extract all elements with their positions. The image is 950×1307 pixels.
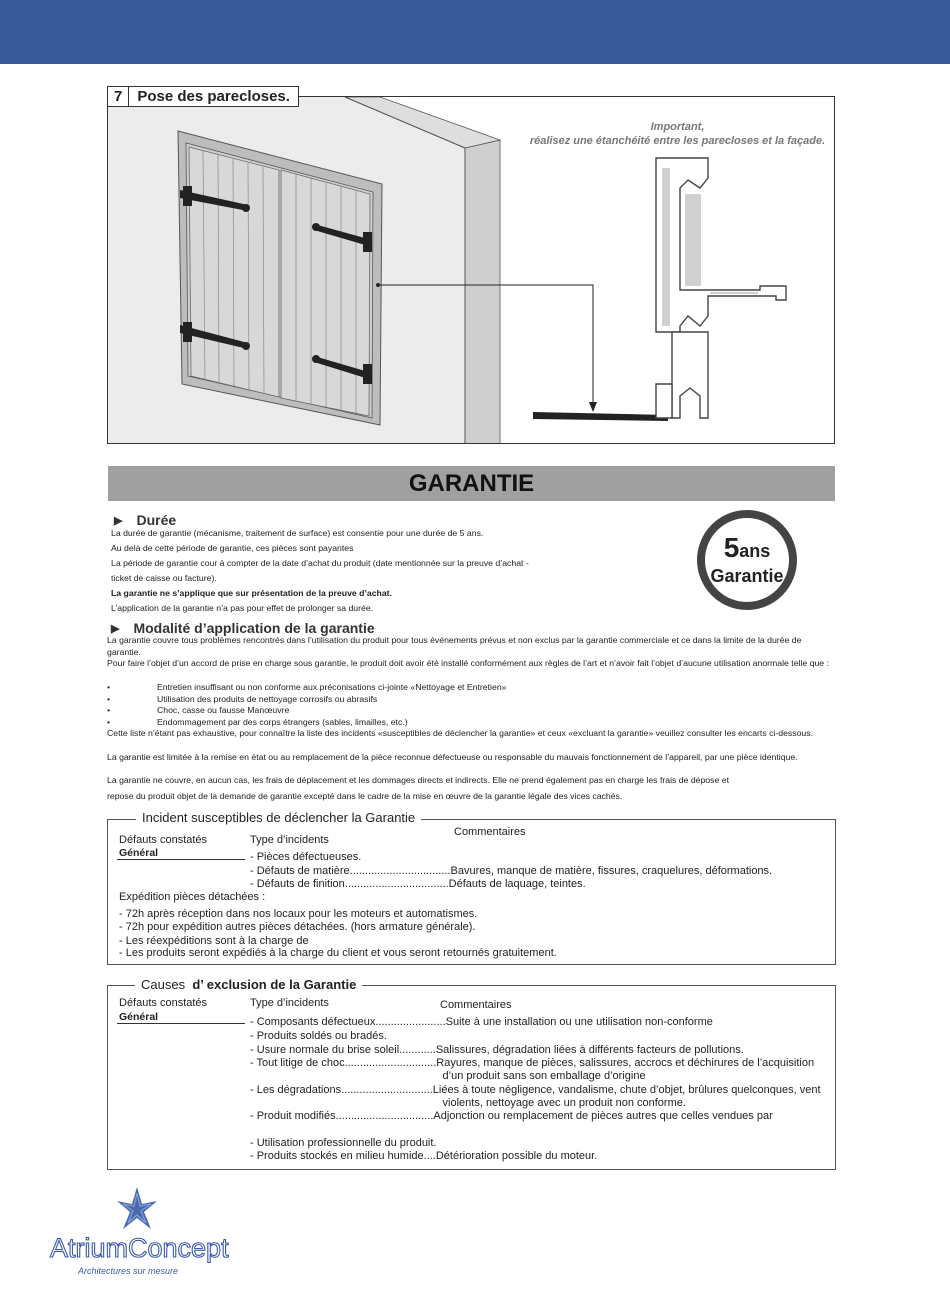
- general-underline: [117, 859, 245, 860]
- table-row: - Produit modifiés................................Adjonction ou remplacement de pièces autres que celles vendues par: [250, 1110, 773, 1122]
- section-title: Pose des parecloses.: [137, 88, 290, 105]
- table-row: - 72h après réception dans nos locaux pour les moteurs et automatismes.: [119, 908, 478, 920]
- modalite-p3: Cette liste n’étant pas exhaustive, pour connaître la liste des incidents «susceptibles de déclencher la garantie» et ceux «excluant la garantie» veuillez consulter les encarts ci-dessous.: [107, 728, 814, 738]
- badge-number: 5: [723, 531, 740, 563]
- modalite-p5a: La garantie ne couvre, en aucun cas, les frais de déplacement et les dommages directs et indirects. Elle ne prend également pas en charge les frais de dépose et: [107, 775, 730, 785]
- duree-text: [111, 526, 591, 617]
- table-row: - Composants défectueux.......................Suite à une installation ou une utilisation non-conforme: [250, 1016, 713, 1028]
- table-row: - Pièces défectueuses.: [250, 851, 362, 863]
- triangle-bullet-icon: ▶: [114, 514, 123, 527]
- modalite-p5b: repose du produit objet de la demande de garantie excepté dans le cadre de la mise en œuvre de la garantie légale des vices cachés.: [107, 791, 623, 801]
- general-label: Général: [119, 847, 159, 859]
- note-line-1: Important,: [650, 121, 705, 133]
- list-item: • Entretien insuffisant ou non conforme aux préconisations ci-jointe «Nettoyage et Entretien»: [107, 682, 507, 692]
- duree-line: L’application de la garantie n’a pas pour effet de prolonger sa durée.: [111, 603, 374, 614]
- col-defauts: Défauts constatés: [119, 834, 208, 846]
- table-row: - Utilisation professionnelle du produit.: [250, 1137, 437, 1149]
- col-commentaires: Commentaires: [454, 826, 526, 838]
- table-row: - Les produits seront expédiés à la charge du client et vous seront retournés gratuitement.: [119, 947, 557, 959]
- table-row: - Usure normale du brise soleil............Salissures, dégradation liées à différents facteurs de pollutions.: [250, 1044, 744, 1056]
- table-row: - 72h pour expédition autres pièces détachées. (hors armature générale).: [119, 921, 476, 933]
- header-bar: [0, 0, 950, 64]
- table-row: violents, nettoyage avec un produit non conforme.: [250, 1097, 686, 1109]
- expedition-label: Expédition pièces détachées :: [119, 891, 266, 903]
- table-row: d’un produit sans son emballage d’origine: [250, 1070, 646, 1082]
- duree-line-bold: La garantie ne s’applique que sur présentation de la preuve d’achat.: [111, 588, 392, 599]
- col-commentaires: Commentaires: [440, 999, 512, 1011]
- section-number: 7: [108, 87, 129, 106]
- col-type: Type d’incidents: [250, 997, 329, 1009]
- table-row: - Défauts de matière.................................Bavures, manque de matière, fissures, craquelures, déformations.: [250, 865, 773, 877]
- modalite-p1: La garantie couvre tous problèmes rencontrés dans l’utilisation du produit pour tous événements prévus et non exclus par la garantie commerciale et ce dans la limite de la durée de garantie.: [107, 635, 802, 657]
- col-defauts: Défauts constatés: [119, 997, 208, 1009]
- incident-table-title: Incident susceptibles de déclencher la Garantie: [136, 810, 421, 825]
- list-item: • Endommagement par des corps étrangers (sables, limailles, etc.): [107, 716, 408, 727]
- duree-line: Au delà de cette période de garantie, ces pièces sont payantes: [111, 543, 354, 554]
- table-row: - Les dégradations..............................Liées à toute négligence, vandalisme, chute d’objet, brûlures quelconques, vent: [250, 1084, 821, 1096]
- table-row: - Produits soldés ou bradés.: [250, 1030, 387, 1042]
- modalite-heading: [111, 620, 375, 636]
- star-logo-icon: [45, 1185, 235, 1280]
- col-type: Type d’incidents: [250, 834, 329, 846]
- modalite-bullet-list: [107, 682, 807, 728]
- note-line-2: réalisez une étanchéité entre les parecloses et la façade.: [529, 135, 826, 147]
- logo-tagline: Architectures sur mesure: [78, 1266, 179, 1276]
- modalite-p4: La garantie est limitée à la remise en état ou au remplacement de la pièce reconnue défectueuse ou responsable du mauvais fonctionnement de l’appareil, par une pièce identique.: [107, 752, 798, 762]
- table-row: - Produits stockés en milieu humide....Détérioration possible du moteur.: [250, 1150, 598, 1162]
- table-row: - Défauts de finition..................................Défauts de laquage, teintes.: [250, 878, 586, 890]
- garantie-title: GARANTIE: [108, 466, 835, 501]
- duree-line: La durée de garantie (mécanisme, traitement de surface) est consentie pour une durée de 5 ans.: [111, 528, 484, 538]
- duree-heading-text: Durée: [136, 512, 177, 528]
- general-underline: [117, 1023, 245, 1024]
- table-row: - Tout litige de choc..............................Rayures, manque de pièces, salissures, accrocs et déchirures de l’acquisition: [250, 1057, 815, 1069]
- important-note: [500, 120, 855, 148]
- list-item: • Utilisation des produits de nettoyage corrosifs ou abrasifs: [107, 693, 378, 704]
- badge-unit: ans: [739, 540, 771, 561]
- exclusion-table-title: Causes d’ exclusion de la Garantie: [135, 977, 362, 992]
- badge-label: Garantie: [710, 565, 784, 586]
- general-label: Général: [119, 1011, 159, 1023]
- modalite-heading-text: Modalité d’application de la garantie: [133, 620, 375, 636]
- triangle-bullet-icon: ▶: [111, 622, 120, 635]
- duree-line: La période de garantie cour à compter de la date d’achat du produit (date mentionnée sur la preuve d’achat -: [111, 558, 529, 569]
- duree-line: ticket de caisse ou facture).: [111, 573, 217, 584]
- logo-wordmark: AtriumConcept: [50, 1233, 229, 1263]
- section-tag: [107, 86, 299, 107]
- modalite-p2: Pour faire l’objet d’un accord de prise en charge sous garantie, le produit doit avoir été installé conformément aux règles de l’art et n’avoir fait l’objet d’aucune utilisation anormale telle que :: [107, 658, 829, 668]
- table-row: - Les réexpéditions sont à la charge de: [119, 935, 309, 947]
- five-year-guarantee-badge: [697, 510, 797, 610]
- shutter-illustration: [108, 97, 834, 443]
- list-item: • Choc, casse ou fausse Manœuvre: [107, 705, 290, 716]
- atrium-concept-logo: [45, 1185, 235, 1280]
